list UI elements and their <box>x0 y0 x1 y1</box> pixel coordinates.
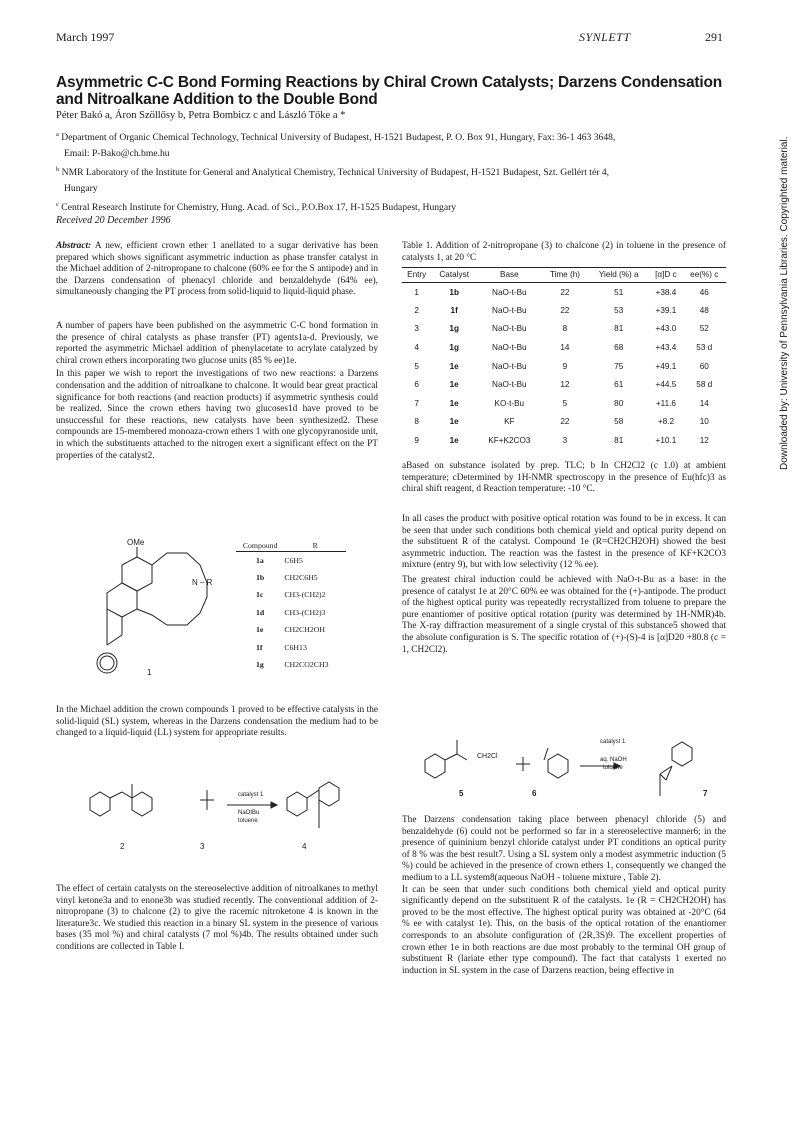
col-time: Time (h) <box>542 268 588 283</box>
table-cell: 60 <box>699 361 709 371</box>
table-cell: 48 <box>699 305 709 315</box>
table-cell: 22 <box>560 287 570 297</box>
scheme1-solvent: toluene <box>238 818 258 824</box>
col-entry: Entry <box>402 268 431 283</box>
compound-header: Compound <box>236 541 284 552</box>
table-row <box>402 394 726 413</box>
header-date: March 1997 <box>56 30 115 44</box>
table-cell: KF+K2CO3 <box>488 436 531 446</box>
table-cell: 58 <box>614 417 624 427</box>
scheme1-label-4: 4 <box>302 842 307 851</box>
table-row <box>236 569 346 586</box>
compound-id: 1b <box>256 573 265 583</box>
scheme1-reagent: catalyst 1 <box>238 792 264 798</box>
compound-id: 1e <box>256 625 264 635</box>
scheme1-label-3: 3 <box>200 842 205 851</box>
compound-id: 1f <box>256 642 263 652</box>
scheme1-label-2: 2 <box>120 842 125 851</box>
table-cell: 22 <box>560 417 570 427</box>
table-row <box>236 552 346 569</box>
structure-nr-label: N – R <box>192 578 213 587</box>
table-cell: +8.2 <box>657 417 674 427</box>
table-cell: NaO-t-Bu <box>492 287 527 297</box>
aff-mark-b: b <box>56 166 60 174</box>
right-paragraph-4: It can be seen that under such conditions both chemical yield and optical purity significantly depend on the substituent R of the catalysts. 1e (R = CH2CH2OH) has proved to be the most effective. The highest optical purity was obtained at -20°C (64 % ee with catalyst 1e). This, on the basis of the optical rotation of the enantiomer corresponds to an absolute configuration of (2R,3S)9. The excellent properties of crown ether 1e in both reactions are due most probably to the terminal OH group of substituent R (lariate ether type compound). The fact that catalysts 1 exerted no induction in SL system in the case of Darzens reaction, being effective in <box>402 884 726 976</box>
left-paragraph-3: In the Michael addition the crown compounds 1 proved to be effective catalysts in the solid-liquid (SL) system, whereas in the Darzens condensation the medium had to be changed to a liquid-liquid (LL) system for appropriate results. <box>56 705 378 739</box>
table-cell: 1e <box>449 361 459 371</box>
table-cell: 2 <box>414 305 419 315</box>
scheme2-label-6: 6 <box>532 789 537 798</box>
table-cell: 4 <box>414 343 419 353</box>
table-cell: 68 <box>614 343 624 353</box>
table1-caption <box>402 241 726 264</box>
table-cell: 51 <box>614 287 624 297</box>
table-cell: 14 <box>560 343 570 353</box>
table-cell: 1e <box>449 417 459 427</box>
table-cell: 8 <box>562 324 568 334</box>
table-cell: 1 <box>414 287 419 297</box>
table-cell: KF <box>504 417 515 427</box>
table-cell: +39.1 <box>655 305 677 315</box>
table-cell: 3 <box>414 324 419 334</box>
scheme2-reagent: catalyst 1 <box>600 739 626 745</box>
compound-r: C6H5 <box>284 555 303 565</box>
table-row <box>402 431 726 450</box>
r-header: R <box>284 541 346 552</box>
table-cell: 14 <box>699 398 709 408</box>
table-cell: 1e <box>449 398 459 408</box>
table-cell: 58 d <box>696 380 713 390</box>
compound-r: CH3-(CH2)3 <box>284 607 326 617</box>
download-watermark: Downloaded by: University of Pennsylvania Libraries. Copyrighted material. <box>779 136 790 470</box>
scheme2-base: aq. NaOH <box>600 757 627 763</box>
table-cell: +38.4 <box>655 287 677 297</box>
affiliation-a: Department of Organic Chemical Technology, Technical University of Budapest, H-1521 Budapest, P. O. Box 91, Hungary, Fax: 36-1 463 3648, <box>61 132 616 144</box>
table-cell: 6 <box>414 380 419 390</box>
right-paragraph-1: In all cases the product with positive optical rotation was found to be in excess. It can be seen that under such conditions both chemical yield and optical purity depend on the substituent R of the catalyst. Compound 1e (R=CH2CH2OH) showed the best asymmetric induction. The reaction was the fastest in the presence of KF+K2CO3 mixture (entry 9), but with low selectivity (12 % ee). <box>402 514 726 571</box>
table-row <box>236 656 346 673</box>
paper-title: Asymmetric C-C Bond Forming Reactions by Chiral Crown Catalysts; Darzens Condensation and Nitroalkane Addition to the Double Bond <box>56 74 722 108</box>
table-cell: +43.0 <box>655 324 677 334</box>
table-cell: 1e <box>449 380 459 390</box>
darzens-scheme <box>420 738 720 808</box>
right-paragraph-2: The greatest chiral induction could be achieved with NaO-t-Bu as a base: in the presence of catalyst 1e at 20°C 60% ee was obtained for the (+)-antipode. The product of the highest optical purity was repeatedly recrystallized from toluene to prepare the pure enantiomer of positive optical rotation (purity was determined by 1H-NMR)4b. The X-ray diffraction measurement of a single crystal of this substance5 showed that the absolute configuration is S. The specific rotation of (+)-(S)-4 is [α]D20 +80.8 (c = 1, CH2Cl2). <box>402 574 726 655</box>
table-cell: +49.1 <box>655 361 677 371</box>
scheme2-label-7: 7 <box>703 789 708 798</box>
michael-addition-scheme <box>82 768 372 863</box>
compound-id: 1c <box>256 590 264 600</box>
table-cell: 52 <box>699 324 709 334</box>
table-row <box>236 604 346 621</box>
col-catalyst: Catalyst <box>431 268 477 283</box>
col-base: Base <box>477 268 542 283</box>
table-row <box>236 586 346 603</box>
compound-r: CH2C6H5 <box>284 573 318 583</box>
table-cell: +11.6 <box>655 398 676 408</box>
header-journal: SYNLETT <box>579 30 631 44</box>
scheme2-solvent: toluene <box>603 765 623 771</box>
table-cell: 8 <box>414 417 419 427</box>
aff-mark-a: a <box>56 131 59 138</box>
scheme2-label-5: 5 <box>459 789 464 798</box>
table-cell: +44.5 <box>655 380 677 390</box>
table-row <box>402 413 726 432</box>
table-row <box>402 301 726 320</box>
table1 <box>402 267 726 450</box>
table1-footnote: aBased on substance isolated by prep. TLC; b In CH2Cl2 (c 1.0) at ambient temperature; cDetermined by 1H-NMR spectroscopy in the presence of Eu(hfc)3 as chiral shift reagent, d Reaction temperature: -10 °C. <box>402 461 726 495</box>
table-cell: NaO-t-Bu <box>492 361 527 371</box>
left-column <box>56 241 378 462</box>
compound-table <box>236 541 346 673</box>
table-cell: 53 <box>614 305 624 315</box>
table-cell: 80 <box>614 398 624 408</box>
table-row <box>402 375 726 394</box>
received-date: Received 20 December 1996 <box>56 215 171 226</box>
table-cell: 1e <box>449 436 459 446</box>
compound-id: 1g <box>256 660 264 670</box>
authors: Péter Bakó a, Áron Szöllősy b, Petra Bombicz c and László Tőke a * <box>56 110 346 121</box>
table-cell: 5 <box>562 398 568 408</box>
table-row <box>236 638 346 655</box>
affiliation-email: Email: P-Bako@ch.bme.hu <box>64 148 170 160</box>
compound-r: CH2CO2CH3 <box>284 660 329 670</box>
table-row <box>236 621 346 638</box>
table-cell: NaO-t-Bu <box>492 380 527 390</box>
table-row <box>402 320 726 339</box>
table-cell: 1g <box>449 343 459 353</box>
table-cell: 10 <box>699 417 709 427</box>
table-cell: 9 <box>562 361 568 371</box>
table-cell: 12 <box>699 436 709 446</box>
compound-id: 1d <box>256 607 265 617</box>
table-cell: 81 <box>614 436 624 446</box>
affiliation-b: NMR Laboratory of the Institute for General and Analytical Chemistry, Technical University of Budapest, H-1521 Budapest, Szt. Gellért tér 4, <box>61 167 610 179</box>
compound-r: C6H13 <box>284 642 307 652</box>
table-cell: 1g <box>449 324 459 334</box>
affiliations <box>56 126 746 215</box>
table-cell: +10.1 <box>655 436 677 446</box>
compound-id: 1a <box>256 555 264 565</box>
crown-ether-structure-1 <box>82 535 232 680</box>
right-column-text-2 <box>402 815 726 977</box>
table1-caption-text: Table 1. Addition of 2-nitropropane (3) to chalcone (2) in toluene in the presence of catalysts 1, at 20 °C <box>402 241 726 263</box>
structure-ome-label: OMe <box>127 538 145 547</box>
structure-number-label: 1 <box>147 668 152 677</box>
table-cell: 9 <box>414 436 419 446</box>
table-cell: 46 <box>699 287 709 297</box>
table-cell: NaO-t-Bu <box>492 324 527 334</box>
table-row <box>402 283 726 302</box>
aff-mark-c: c <box>56 201 59 209</box>
table-cell: 3 <box>562 436 568 446</box>
table-row <box>402 357 726 376</box>
table-row <box>402 338 726 357</box>
compound-r: CH2CH2OH <box>284 625 326 635</box>
abstract-label: Abstract: <box>56 241 92 251</box>
col-yield: Yield (%) a <box>588 268 649 283</box>
table-cell: 75 <box>614 361 624 371</box>
intro-paragraph-2: In this paper we wish to report the investigations of two new reactions: a Darzens condensation and the addition of nitroalkane to chalcone. It would bear great practical significance for both reactions (and reaction products) if asymmetric synthesis could be realized. Since the crown ethers having two glucoses1d have proved to be unsuccessful for these reactions, new catalysts have been synthesized2. These compounds are 15-membered monoaza-crown ethers 1 with one glycopyranoside unit, in which the substituents attached to the nitrogen exert a significant effect on the PT properties of the catalyst2. <box>56 369 378 461</box>
table-cell: 7 <box>414 398 419 408</box>
col-ee: ee(%) c <box>683 268 726 283</box>
table-cell: NaO-t-Bu <box>492 305 527 315</box>
table-cell: 1b <box>449 287 459 297</box>
abstract-text: A new, efficient crown ether 1 anellated to a sugar derivative has been prepared which shows significant asymmetric induction as phase transfer catalyst in the Michael addition of 2-nitropropane to chalcone (60% ee for the S antipode) and in the Darzens condensation of phenacyl chloride and benzaldehyde (64% ee), simultaneously changing the PT process from solid-liquid to liquid-liquid phase. <box>56 241 378 298</box>
table-cell: +43.4 <box>655 343 677 353</box>
affiliation-b-country: Hungary <box>64 183 98 195</box>
right-paragraph-3: The Darzens condensation taking place between phenacyl chloride (5) and benzaldehyde (6) could not be performed so far in a stereoselective manner6; in the presence of quininium benzyl chloride catalyst under PT conditions an optical purity of 8 % was the best result7. Using a SL system only a modest asymmetric induction (5 %) could be achieved in the presence of crown ethers 1, consequently we changed the medium to a LL system8(aqueous NaOH - toluene mixture , Table 2). <box>402 815 726 883</box>
table-cell: KO-t-Bu <box>494 398 525 408</box>
scheme2-ch2cl: CH2Cl <box>477 753 498 760</box>
table-cell: 12 <box>560 380 570 390</box>
scheme1-base: NaOtBu <box>238 810 260 816</box>
compound-r: CH3-(CH2)2 <box>284 590 326 600</box>
intro-paragraph-1: A number of papers have been published on the asymmetric C-C bond formation in the presence of chiral catalysts as phase transfer (PT) agents1a-d. Previously, we reported the asymmetric Michael addition of phenylacetate to acrylate catalyzed by chiral crown ethers incorporating two glucose units (85 % ee)1e. <box>56 320 378 366</box>
table-cell: 22 <box>560 305 570 315</box>
right-column-text <box>402 514 726 656</box>
table-cell: 81 <box>614 324 624 334</box>
affiliation-c: Central Research Institute for Chemistry, Hung. Acad. of Sci., P.O.Box 17, H-1525 Budapest, Hungary <box>61 202 457 214</box>
table-cell: 53 d <box>696 343 713 353</box>
col-rotation: [α]D c <box>649 268 682 283</box>
table-cell: NaO-t-Bu <box>492 343 527 353</box>
table-cell: 5 <box>414 361 419 371</box>
table-cell: 61 <box>614 380 624 390</box>
left-paragraph-4: The effect of certain catalysts on the stereoselective addition of nitroalkanes to methyl vinyl ketone3a and to enone3b was studied recently. The conventional addition of 2-nitropropane (3) to chalcone (2) to give the racemic nitroketone 4 is known in the literature3c. We studied this reaction in a binary SL system in the presence of various bases (35 mol %) and chiral catalysts (7 mol %)4b. The results obtained under such conditions are collected in Table I. <box>56 884 378 952</box>
table-cell: 1f <box>450 305 458 315</box>
header-page: 291 <box>705 30 723 44</box>
